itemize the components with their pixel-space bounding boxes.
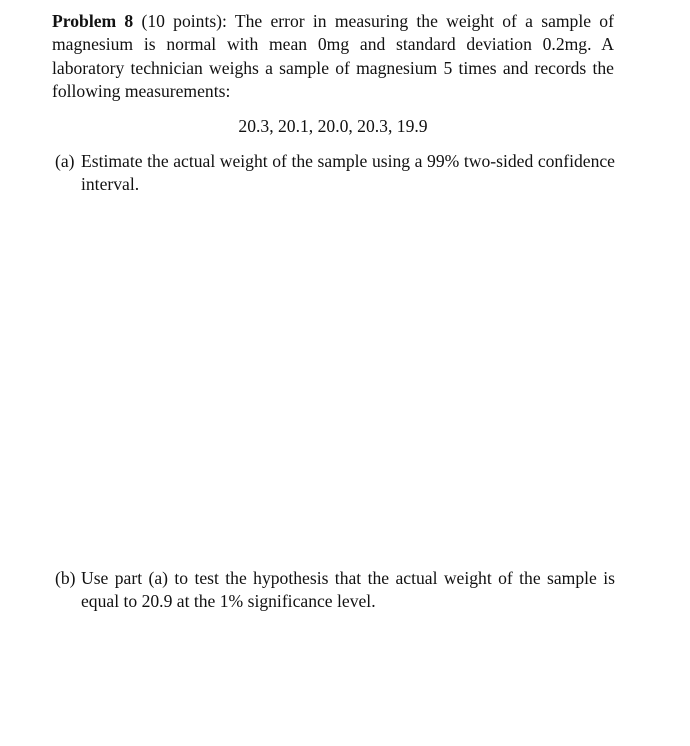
problem-points: (10 points):: [141, 11, 227, 31]
measurement-list: 20.3, 20.1, 20.0, 20.3, 19.9: [238, 116, 428, 136]
part-a-label: (a): [55, 151, 75, 171]
part-a-text: Estimate the actual weight of the sample using a 99% two-sided confidence interval.: [81, 151, 615, 195]
problem-title: Problem 8: [52, 11, 134, 31]
part-b-label: (b): [55, 568, 76, 588]
problem-statement: [52, 10, 614, 104]
problem-text: The error in measuring the weight of a sample of magnesium is normal with mean 0mg and standard deviation 0.2mg. A laboratory technician weighs a sample of magnesium 5 times and records the following measurements:: [52, 11, 614, 102]
part-a: [55, 150, 615, 197]
part-b: [55, 567, 615, 614]
part-b-text: Use part (a) to test the hypothesis that the actual weight of the sample is equal to 20.9 at the 1% significance level.: [81, 568, 615, 612]
